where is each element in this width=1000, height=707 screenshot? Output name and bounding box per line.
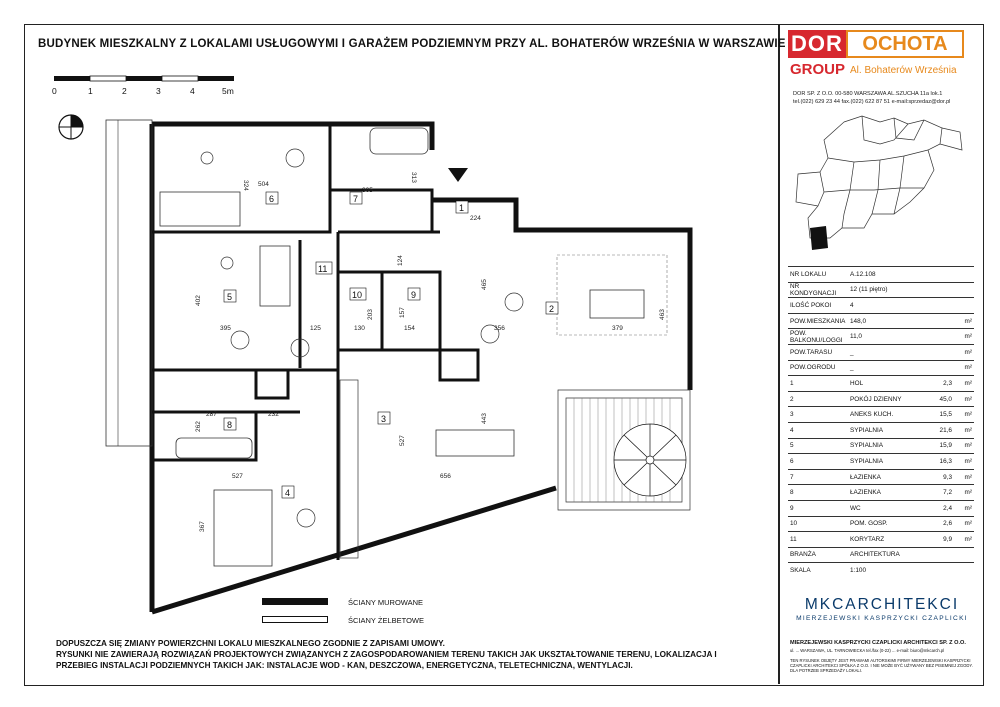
page-title: BUDYNEK MIESZKALNY Z LOKALAMI USŁUGOWYMI I GARAŻEM PODZIEMNYM PRZY AL. BOHATERÓW WRZEŚNIA W WARSZAWIE [38,38,786,50]
svg-text:463: 463 [659,309,666,320]
legend-label-murowane: ŚCIANY MUROWANE [348,598,424,607]
svg-text:232: 232 [268,411,279,418]
apartment-info-table [788,266,974,578]
entrance-marker-icon [448,168,468,182]
spiral-stair [614,424,686,496]
table-row: POW.OGRODU _ m² [788,360,974,376]
svg-text:402: 402 [195,295,202,306]
svg-text:367: 367 [199,521,206,532]
legend-swatch-murowane [262,598,328,605]
table-row: 9 WC 2,4 m² [788,500,974,516]
svg-text:224: 224 [470,215,481,222]
svg-text:287: 287 [206,411,217,418]
svg-text:130: 130 [354,325,365,332]
north-arrow-icon [59,115,83,139]
logo-ochota: OCHOTA [846,30,964,58]
room-label-10: 10 [352,290,363,300]
table-row: 8 ŁAZIENKA 7,2 m² [788,485,974,501]
svg-text:379: 379 [612,325,623,332]
legend-label-zelbetowe: ŚCIANY ŻELBETOWE [348,616,424,625]
table-row: 10 POM. GOSP. 2,6 m² [788,516,974,532]
svg-text:527: 527 [232,473,243,480]
legend-swatch-zelbetowe [262,616,328,623]
architect-copyright-note: TEN RYSUNEK OBJĘTY JEST PRAWAMI AUTORSKIMI FIRMY MIERZEJEWSKI KASPRZYCKI CZAPLICKI ARCHITEKCI SPÓŁKA Z O.O. I NIE MOŻE BYĆ UŻYWANY BEZ PISEMNEJ ZGODY. DLA POTRZEB SPRZEDAŻY LOKALI. [790,658,973,673]
table-row: POW.TARASU _ m² [788,344,974,360]
table-row: 3 ANEKS KUCH. 15,5 m² [788,407,974,423]
room-label-2: 2 [549,304,555,314]
developer-contact: DOR SP. Z O.O. 00-580 WARSZAWA AL.SZUCHA 11a lok.1 tel.(022) 629 23 44 fax.(022) 622 87 51 e-mail:sprzedaz@dor.pl [793,91,951,105]
logo-group: GROUP [790,61,846,78]
svg-text:504: 504 [258,181,269,188]
room-label-7: 7 [353,194,359,204]
logo-street: Al. Bohaterów Września [850,65,957,76]
room-label-6: 6 [269,194,275,204]
svg-text:356: 356 [494,325,505,332]
room-label-5: 5 [227,292,233,302]
table-row: 7 ŁAZIENKA 9,3 m² [788,469,974,485]
svg-text:154: 154 [404,325,415,332]
svg-text:324: 324 [242,180,249,191]
room-label-1: 1 [459,203,465,213]
table-row: BRANŻA ARCHITEKTURA [788,547,974,563]
svg-text:157: 157 [399,307,406,318]
room-label-8: 8 [227,420,233,430]
room-label-9: 9 [411,290,417,300]
architect-address: ul. ... WARSZAWA, UL. TARNOWIECKA tel./fax (0-22) ... e-mail: biuro@mkcarch.pl [790,648,945,653]
table-row: NR LOKALU A.12.108 [788,267,974,283]
table-row: 2 POKÓJ DZIENNY 45,0 m² [788,391,974,407]
table-row: NR KONDYGNACJI 12 (11 piętro) [788,282,974,298]
svg-text:125: 125 [310,325,321,332]
table-row: 4 SYPIALNIA 21,6 m² [788,422,974,438]
svg-text:262: 262 [195,421,202,432]
room-label-3: 3 [381,414,387,424]
table-row: SKALA 1:100 [788,563,974,578]
table-row: POW.MIESZKANIA 148,0 m² [788,313,974,329]
disclaimer: DOPUSZCZA SIĘ ZMIANY POWIERZCHNI LOKALU MIESZKALNEGO ZGODNIE Z ZAPISAMI UMOWY. RYSUNKI NIE ZAWIERAJĄ ROZWIĄZAŃ PROJEKTOWYCH ZWIĄZANYCH Z ZAGOSPODAROWANIEM TERENU TAKICH JAK UKSZTAŁTOWANIE TERENU, LOKALIZACJA I PRZEBIEG INSTALACJI PODZIEMNYCH TAKICH JAK: INSTALACJE WOD - KAN, DESZCZOWA, ENERGETYCZNA, TELETECHNICZNA, WENTYLACJI. [56,639,717,670]
svg-text:124: 124 [397,255,404,266]
room-label-11: 11 [318,264,328,274]
table-row: 11 KORYTARZ 9,9 m² [788,532,974,548]
logo-dor: DOR [788,30,846,58]
architect-logo: MKCARCHITEKCI MIERZEJEWSKI KASPRZYCKI CZAPLICKI [796,596,968,622]
svg-text:395: 395 [220,325,231,332]
svg-text:305: 305 [362,187,373,194]
table-row: 1 HOL 2,3 m² [788,376,974,392]
svg-text:203: 203 [367,309,374,320]
svg-text:443: 443 [481,413,488,424]
svg-text:527: 527 [399,435,406,446]
table-row: 6 SYPIALNIA 16,3 m² [788,454,974,470]
architect-firm: MIERZEJEWSKI KASPRZYCKI CZAPLICKI ARCHITEKCI SP. Z O.O. [790,640,966,646]
table-row: POW. BALKONU/LOGGI 11,0 m² [790,329,972,344]
svg-text:313: 313 [410,172,417,183]
table-row: 5 SYPIALNIA 15,9 m² [788,438,974,454]
svg-text:656: 656 [440,473,451,480]
key-plan [784,110,974,260]
table-row: ILOŚĆ POKOI 4 [788,298,974,314]
room-labels [224,192,558,498]
svg-text:465: 465 [481,279,488,290]
room-label-4: 4 [285,488,291,498]
